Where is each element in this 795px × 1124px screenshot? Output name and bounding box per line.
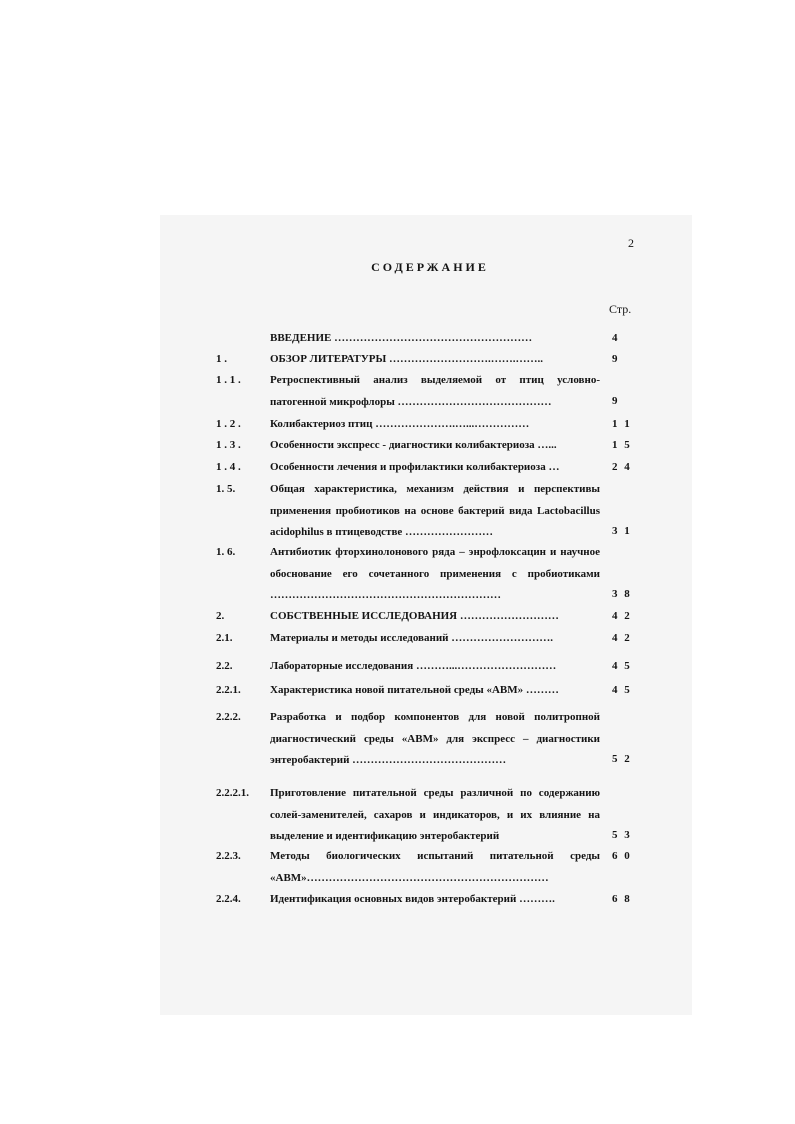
toc-entry-number: 1 . 2 .	[216, 418, 241, 430]
toc-entry-number: 2.1.	[216, 632, 233, 644]
toc-entry-title: Материалы и методы исследований ……………………….	[270, 632, 554, 644]
toc-entry-title: Особенности лечения и профилактики колибактериоза …	[270, 461, 560, 473]
toc-entry-title: Ретроспективный анализ выделяемой от птиц условно-патогенной микрофлоры ……………………………………	[270, 374, 600, 408]
toc-entry-page: 4 5	[612, 684, 632, 696]
toc-entry-number: 1. 6.	[216, 546, 236, 558]
toc-entry-number: 2.	[216, 610, 225, 622]
toc-entry-page: 1 1	[612, 418, 632, 430]
toc-entry-title: ВВЕДЕНИЕ ………………………………………………	[270, 332, 533, 344]
toc-entry-title: Методы биологических испытаний питательной среды «АВМ»…………………………………………………………	[270, 850, 600, 884]
toc-entry-title: Характеристика новой питательной среды «АВМ» ………	[270, 684, 559, 696]
page-title: СОДЕРЖАНИЕ	[371, 260, 489, 274]
toc-entry-number: 2.2.2.1.	[216, 787, 249, 799]
toc-entry-page: 6 8	[612, 893, 632, 905]
toc-entry-number: 2.2.4.	[216, 893, 241, 905]
toc-entry-page: 3 8	[612, 588, 632, 600]
toc-entry-page: 4 2	[612, 610, 632, 622]
toc-entry-number: 2.2.2.	[216, 711, 241, 723]
toc-entry-page: 4 5	[612, 660, 632, 672]
toc-entry-number: 1 . 4 .	[216, 461, 241, 473]
toc-entry-number: 1 .	[216, 353, 227, 365]
page-column-header: Стр.	[609, 302, 632, 316]
toc-entry-number: 2.2.3.	[216, 850, 241, 862]
toc-entry-title: СОБСТВЕННЫЕ ИССЛЕДОВАНИЯ ………………………	[270, 610, 559, 622]
toc-entry-number: 2.2.1.	[216, 684, 241, 696]
toc-entry-title: ОБЗОР ЛИТЕРАТУРЫ ……………………….…….……..	[270, 353, 544, 365]
toc-entry-title: Общая характеристика, механизм действия и перспективы применения пробиотиков на основе бактерий вида Lactobacillus acidophilus в птицеводстве ……………………	[270, 483, 600, 538]
toc-entry-title: Разработка и подбор компонентов для новой политропной диагностический среды «АВМ» для экспресс – диагностики энтеробактерий ……………………………………	[270, 711, 600, 766]
toc-entry-number: 1. 5.	[216, 483, 236, 495]
toc-entry-title: Лабораторные исследования ………...………………………	[270, 660, 557, 672]
page-number: 2	[628, 236, 634, 250]
toc-entry-number: 2.2.	[216, 660, 233, 672]
toc-entry-page: 4	[612, 332, 620, 344]
toc-entry-page: 9	[612, 395, 620, 407]
toc-entry-number: 1 . 1 .	[216, 374, 241, 386]
toc-entry-page: 5 2	[612, 753, 632, 765]
toc-entry-page: 4 2	[612, 632, 632, 644]
toc-entry-title: Антибиотик фторхинолонового ряда – энрофлоксацин и научное обоснование его сочетанного применения с пробиотиками ………………………………………………………	[270, 546, 600, 601]
toc-entry-page: 9	[612, 353, 620, 365]
toc-entry-page: 3 1	[612, 525, 632, 537]
toc-entry-page: 1 5	[612, 439, 632, 451]
toc-entry-title: Особенности экспресс - диагностики колибактериоза …...	[270, 439, 557, 451]
toc-entry-number: 1 . 3 .	[216, 439, 241, 451]
toc-entry-title: Приготовление питательной среды различной по содержанию солей-заменителей, сахаров и индикаторов, и их влияние на выделение и идентификацию энтеробактерий	[270, 787, 600, 842]
toc-entry-title: Колибактериоз птиц ………………….…...……………	[270, 418, 530, 430]
toc-entry-page: 2 4	[612, 461, 632, 473]
toc-entry-page: 6 0	[612, 850, 632, 862]
toc-entry-title: Идентификация основных видов энтеробактерий ……….	[270, 893, 555, 905]
toc-entry-page: 5 3	[612, 829, 632, 841]
